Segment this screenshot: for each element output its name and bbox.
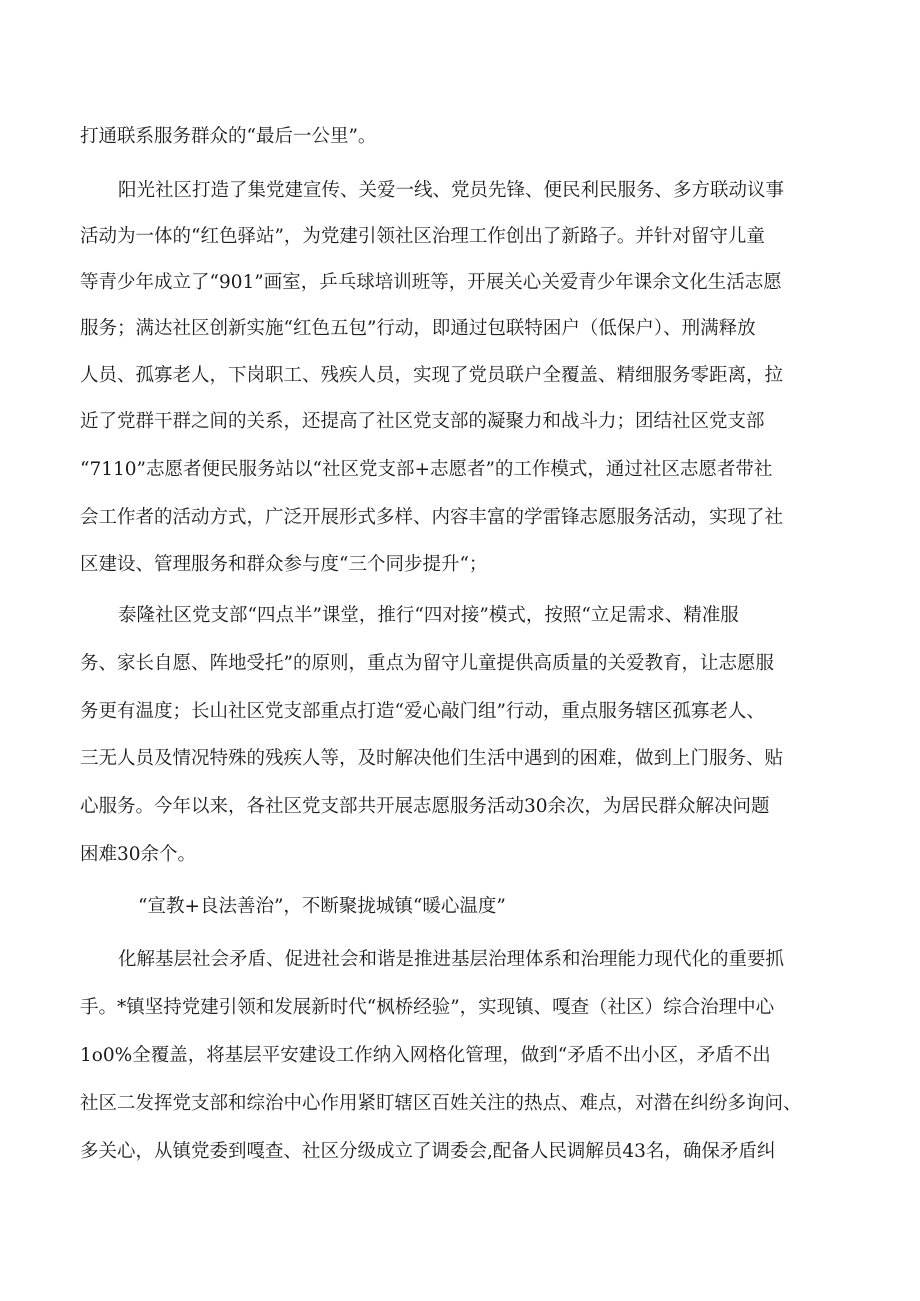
paragraph-line: 心服务。今年以来，各社区党支部共开展志愿服务活动30余次，为居民群众解决问题 xyxy=(80,796,770,817)
paragraph-line: 化解基层社会矛盾、促进社会和谐是推进基层治理体系和治理能力现代化的重要抓 xyxy=(118,949,785,970)
paragraph-line: 多关心，从镇党委到嘎查、社区分级成立了调委会,配备人民调解员43名，确保矛盾纠 xyxy=(80,1141,776,1162)
section-heading: “宣教+良法善治”，不断聚拢城镇“暖心温度” xyxy=(138,896,506,917)
paragraph-line: 等青少年成立了“901”画室，乒乓球培训班等，开展关心关爱青少年课余文化生活志愿 xyxy=(80,272,782,293)
paragraph-line: 活动为一体的“红色驿站”，为党建引领社区治理工作创出了新路子。并针对留守儿童 xyxy=(80,226,765,247)
paragraph-line: 务、家长自愿、阵地受托”的原则，重点为留守儿童提供高质量的关爱教育，让志愿服 xyxy=(80,653,774,674)
paragraph-line: 务更有温度；长山社区党支部重点打造“爱心敲门组”行动，重点服务辖区孤寡老人、 xyxy=(80,701,765,722)
paragraph-line: 近了党群干群之间的关系，还提高了社区党支部的凝聚力和战斗力；团结社区党支部 xyxy=(80,411,765,432)
paragraph-line: 1o0%全覆盖，将基层平安建设工作纳入网格化管理，做到“矛盾不出小区，矛盾不出 xyxy=(80,1045,771,1066)
paragraph-line: 社区二发挥党支部和综治中心作用紧盯辖区百姓关注的热点、难点，对潜在纠纷多询问、 xyxy=(80,1093,802,1114)
paragraph-line: 困难30余个。 xyxy=(80,844,197,865)
paragraph-line: 打通联系服务群众的“最后一公里”。 xyxy=(80,126,377,147)
paragraph-line: 人员、孤寡老人，下岗职工、残疾人员，实现了党员联户全覆盖、精细服务零距离，拉 xyxy=(80,365,784,386)
paragraph-line: 泰隆社区党支部“四点半”课堂，推行“四对接”模式，按照“立足需求、精准服 xyxy=(118,605,739,626)
paragraph-line: 区建设、管理服务和群众参与度“三个同步提升“； xyxy=(80,554,488,575)
paragraph-line: 三无人员及情况特殊的残疾人等，及时解决他们生活中遇到的困难，做到上门服务、贴 xyxy=(80,748,784,769)
paragraph-line: 手。*镇坚持党建引领和发展新时代“枫桥经验”，实现镇、嘎查（社区）综合治理中心 xyxy=(80,997,775,1018)
paragraph-line: 会工作者的活动方式，广泛开展形式多样、内容丰富的学雷锋志愿服务活动，实现了社 xyxy=(80,507,784,528)
paragraph-line: 服务；满达社区创新实施“红色五包”行动，即通过包联特困户（低保户）、刑满释放 xyxy=(80,318,756,339)
paragraph-line: 阳光社区打造了集党建宣传、关爱一线、党员先锋、便民利民服务、多方联动议事 xyxy=(118,180,785,201)
paragraph-line: “7110”志愿者便民服务站以“社区党支部+志愿者”的工作模式，通过社区志愿者带社 xyxy=(80,459,773,480)
